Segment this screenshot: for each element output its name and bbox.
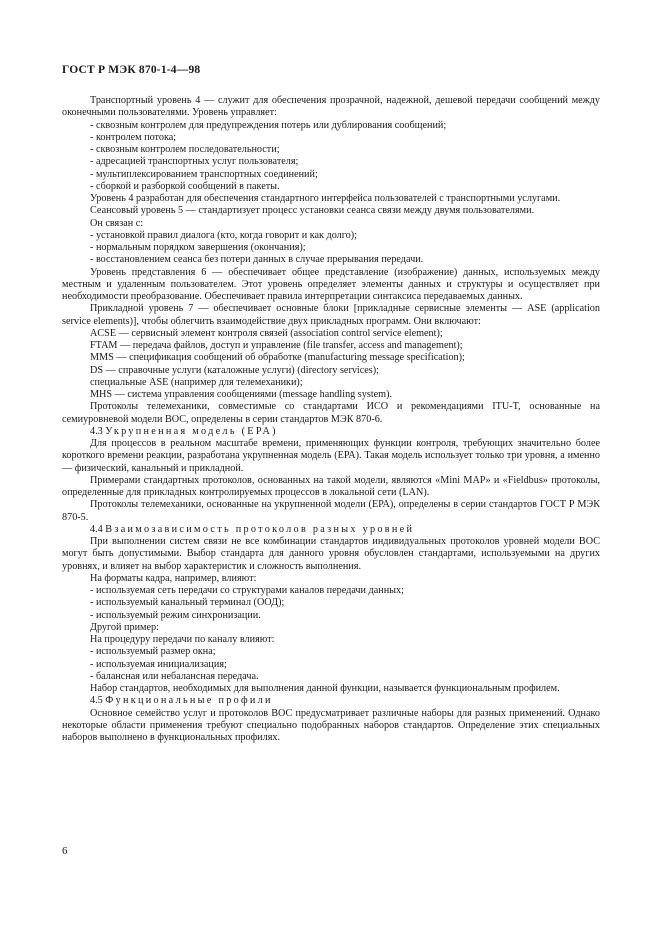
- list-item: - сборкой и разборкой сообщений в пакеты.: [90, 180, 280, 192]
- paragraph: При выполнении систем связи не все комбинации стандартов индивидуальных протоколов уровней модели ВОС могут быть допустимыми. Выбор стандарта для данного уровня обусловлен стандартами, используемыми на других уровнях, и влияет на выбор характеристик и сложность выполнения.: [62, 536, 600, 572]
- section-heading: [62, 426, 600, 438]
- page-number: 6: [62, 845, 68, 857]
- paragraph: Набор стандартов, необходимых для выполнения данной функции, называется функциональным профилем.: [90, 683, 560, 694]
- section-title: Функциональные профили: [105, 695, 273, 707]
- document-header: ГОСТ Р МЭК 870-1-4—98: [62, 64, 201, 76]
- list-item: - используемый режим синхронизации.: [90, 609, 261, 621]
- paragraph: MMS — спецификация сообщений об обработке (manufacturing message specification);: [90, 352, 465, 364]
- paragraph: Основное семейство услуг и протоколов ВОС предусматривает различные наборы для разных применений. Однако некоторые области применения требуют специально подобранных наборов стандартов. Определение этих специальных наборов выполнено в функциональных профилях.: [62, 707, 600, 743]
- section-title: Взаимозависимость протоколов разных уровней: [105, 523, 415, 535]
- list-item: - установкой правил диалога (кто, когда говорит и как долго);: [90, 229, 358, 241]
- section-title: Укрупненная модель (ЕРА): [105, 425, 278, 437]
- section-number: 4.5: [90, 695, 103, 707]
- list-item: - используемая сеть передачи со структурами каналов передачи данных;: [90, 585, 404, 596]
- list-item: - восстановлением сеанса без потери данных в случае прерывания передачи.: [90, 254, 424, 266]
- paragraph: специальные ASE (например для телемеханики);: [90, 376, 303, 388]
- section-heading: [62, 524, 600, 536]
- paragraph: Сеансовый уровень 5 — стандартизует процесс установки сеанса связи между двумя пользователями.: [90, 205, 535, 217]
- section-number: 4.4: [90, 523, 103, 535]
- paragraph: Для процессов в реальном масштабе времени, применяющих функции контроля, требующих значительно более короткого времени реакции, разработана укрупненная модель (ЕРА). Такая модель использует только три уровня, а именно — физический, канальный и прикладной.: [62, 438, 600, 474]
- paragraph: Уровень представления 6 — обеспечивает общее представление (изображение) данных, используемых между местным и удаленным пользователем. Этот уровень определяет элементы данных и структуры и осуществляет при необходимости преобразование. Обеспечивает правила интерпретации синтаксиса передаваемых данных.: [62, 266, 600, 302]
- paragraph: Транспортный уровень 4 — служит для обеспечения прозрачной, надежной, дешевой передачи сообщений между оконечными пользователями. Уровень управляет:: [62, 95, 600, 119]
- section-number: 4.3: [90, 425, 103, 437]
- paragraph: ACSE — сервисный элемент контроля связей (association control service element);: [90, 327, 443, 339]
- list-item: - мультиплексированием транспортных соединений;: [90, 168, 318, 180]
- list-item: - сквозным контролем последовательности;: [90, 144, 280, 155]
- list-item: - нормальным порядком завершения (окончания);: [90, 242, 306, 253]
- list-item: - балансная или небалансная передача.: [90, 670, 259, 682]
- section-heading: [62, 695, 600, 707]
- paragraph: MHS — система управления сообщениями (message handling system).: [90, 389, 393, 400]
- paragraph: На процедуру передачи по каналу влияют:: [90, 634, 275, 645]
- paragraph: Примерами стандартных протоколов, основанных на такой модели, являются «Mini MAP» и «Fieldbus» протоколы, определенные для прикладных контролируемых процессов в локальной сети (LAN).: [62, 474, 600, 498]
- paragraph: FTAM — передача файлов, доступ и управление (file transfer, access and management);: [90, 340, 463, 351]
- list-item: - используемый размер окна;: [90, 646, 216, 658]
- list-item: - используемый канальный терминал (ООД);: [90, 597, 285, 609]
- list-item: - используемая инициализация;: [90, 658, 227, 670]
- list-item: - контролем потока;: [90, 131, 177, 143]
- paragraph: Другой пример:: [90, 621, 159, 633]
- document-body: [62, 95, 600, 744]
- list-item: - сквозным контролем для предупреждения потерь или дублирования сообщений;: [90, 119, 447, 131]
- paragraph: Протоколы телемеханики, основанные на укрупненной модели (ЕРА), определены в серии стандартов ГОСТ Р МЭК 870-5.: [62, 499, 600, 523]
- paragraph: DS — справочные услуги (каталожные услуги) (directory services);: [90, 364, 379, 376]
- paragraph: На форматы кадра, например, влияют:: [90, 572, 257, 584]
- paragraph: Уровень 4 разработан для обеспечения стандартного интерфейса пользователей с транспортными услугами.: [90, 193, 561, 204]
- paragraph: Он связан с:: [90, 217, 144, 229]
- paragraph: Прикладной уровень 7 — обеспечивает основные блоки [прикладные сервисные элементы — ASE (application service elements)], чтобы облегчить взаимодействие двух прикладных программ. Они включают:: [62, 303, 600, 327]
- paragraph: Протоколы телемеханики, совместимые со стандартами ИСО и рекомендациями ITU-T, основанные на семиуровневой модели ВОС, определены в серии стандартов МЭК 870-6.: [62, 401, 600, 425]
- list-item: - адресацией транспортных услуг пользователя;: [90, 156, 299, 168]
